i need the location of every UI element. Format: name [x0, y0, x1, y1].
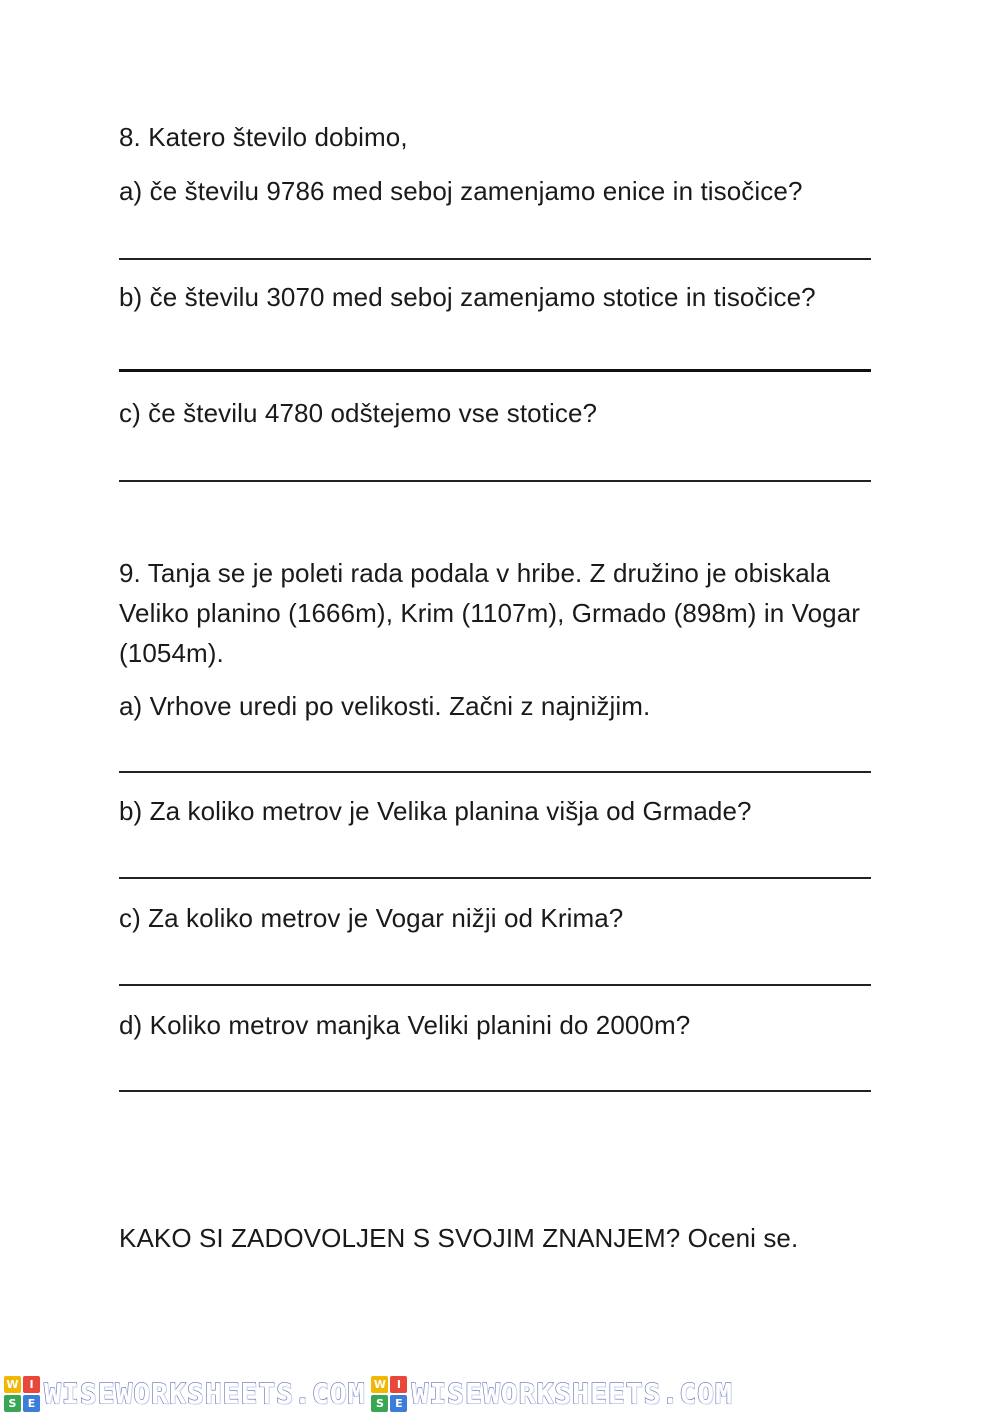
logo-letter: W	[371, 1376, 388, 1393]
q8-heading: 8. Katero število dobimo,	[119, 122, 408, 152]
q9-a-answer-line[interactable]	[119, 771, 871, 773]
q8-b-question: b) če številu 3070 med seboj zamenjamo stotice in tisočice?	[119, 282, 816, 312]
q9-c-answer-line[interactable]	[119, 984, 871, 986]
q8-c-answer-line[interactable]	[119, 480, 871, 482]
logo-letter: I	[23, 1376, 40, 1393]
q9-c-question: c) Za koliko metrov je Vogar nižji od Krima?	[119, 903, 624, 933]
logo-letter: S	[4, 1395, 21, 1412]
q9-a-question: a) Vrhove uredi po velikosti. Začni z najnižjim.	[119, 691, 651, 721]
logo-letter: W	[4, 1376, 21, 1393]
brand-text: WISEWORKSHEETS.COM	[44, 1377, 366, 1410]
q9-intro: 9. Tanja se je poleti rada podala v hribe. Z družino je obiskala Veliko planino (1666m), Krim (1107m), Grmado (898m) in Vogar (1054m).	[119, 558, 861, 668]
self-assessment-prompt: KAKO SI ZADOVOLJEN S SVOJIM ZNANJEM? Oceni se.	[119, 1223, 799, 1253]
q9-d-answer-line[interactable]	[119, 1090, 871, 1092]
footer-watermark	[0, 1374, 1000, 1413]
brand-text: WISEWORKSHEETS.COM	[411, 1377, 733, 1410]
q9-d-question: d) Koliko metrov manjka Veliki planini do 2000m?	[119, 1010, 691, 1040]
q8-b-answer-line[interactable]	[119, 369, 871, 372]
logo-letter: I	[390, 1376, 407, 1393]
logo-letter: E	[390, 1395, 407, 1412]
logo-letter: S	[371, 1395, 388, 1412]
q9-b-question: b) Za koliko metrov je Velika planina višja od Grmade?	[119, 796, 752, 826]
q8-c-question: c) če številu 4780 odštejemo vse stotice?	[119, 398, 598, 428]
q8-a-answer-line[interactable]	[119, 258, 871, 260]
brand-2	[371, 1376, 732, 1412]
brand-logo-icon	[371, 1376, 407, 1412]
q8-a-question: a) če številu 9786 med seboj zamenjamo enice in tisočice?	[119, 176, 803, 206]
q9-b-answer-line[interactable]	[119, 877, 871, 879]
logo-letter: E	[23, 1395, 40, 1412]
brand-logo-icon	[4, 1376, 40, 1412]
brand-1	[4, 1376, 365, 1412]
